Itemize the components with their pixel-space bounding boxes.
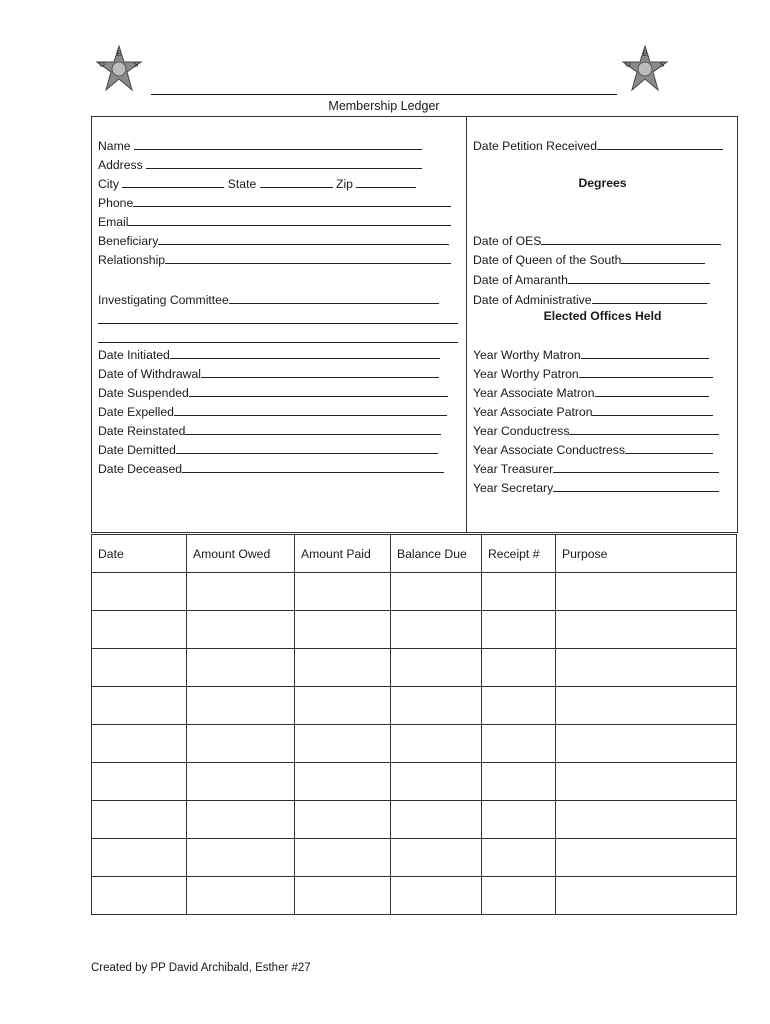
cell-amount-owed[interactable]	[187, 725, 295, 763]
degree-field-date-of-administrative-blank[interactable]	[592, 291, 707, 304]
cell-amount-paid[interactable]	[295, 725, 391, 763]
oes-star-emblem-left	[94, 44, 144, 94]
zip-blank[interactable]	[356, 175, 416, 188]
status-field-date-demitted[interactable]	[98, 441, 438, 457]
oes-star-emblem-right	[620, 44, 670, 94]
cell-amount-owed[interactable]	[187, 839, 295, 877]
office-field-year-conductress-blank[interactable]	[569, 422, 719, 435]
name-blank[interactable]	[134, 137, 422, 150]
cell-amount-owed[interactable]	[187, 649, 295, 687]
city-state-zip-field[interactable]: City State Zip	[98, 175, 416, 191]
cell-balance-due[interactable]	[391, 687, 482, 725]
status-field-date-deceased[interactable]	[98, 460, 444, 476]
cell-balance-due[interactable]	[391, 839, 482, 877]
degree-field-date-of-administrative-label: Date of Administrative	[473, 293, 592, 307]
column-header-amount-owed: Amount Owed	[187, 535, 295, 573]
investigating-committee-blank[interactable]	[229, 291, 439, 304]
status-field-date-suspended[interactable]	[98, 384, 448, 400]
ledger-table	[91, 534, 737, 915]
logo-letter-e: E	[116, 50, 122, 58]
status-field-date-suspended-blank[interactable]	[189, 384, 448, 397]
logo-letter-s: S	[133, 61, 139, 69]
office-field-year-associate-conductress[interactable]	[473, 441, 713, 457]
investigating-committee-field[interactable]: Investigating Committee	[98, 291, 439, 307]
cell-date[interactable]	[92, 763, 187, 801]
office-field-year-treasurer-label: Year Treasurer	[473, 462, 554, 476]
cell-date[interactable]	[92, 611, 187, 649]
cell-amount-owed[interactable]	[187, 877, 295, 915]
status-field-date-demitted-blank[interactable]	[176, 441, 438, 454]
cell-amount-paid[interactable]	[295, 839, 391, 877]
cell-amount-owed[interactable]	[187, 611, 295, 649]
cell-purpose[interactable]	[556, 687, 737, 725]
footer-credit: Created by PP David Archibald, Esther #27	[91, 962, 311, 974]
status-field-date-deceased-blank[interactable]	[182, 460, 444, 473]
state-blank[interactable]	[260, 175, 333, 188]
degree-field-date-of-amaranth[interactable]	[473, 271, 710, 287]
office-field-year-associate-conductress-blank[interactable]	[625, 441, 713, 454]
status-field-date-of-withdrawal[interactable]	[98, 365, 439, 381]
table-row	[92, 877, 737, 915]
logo-letter-e: E	[642, 50, 648, 58]
status-field-date-expelled-label: Date Expelled	[98, 405, 174, 419]
cell-amount-paid[interactable]	[295, 763, 391, 801]
committee-extra-line-1[interactable]	[98, 323, 458, 324]
status-field-date-of-withdrawal-label: Date of Withdrawal	[98, 367, 201, 381]
table-row	[92, 611, 737, 649]
office-field-year-worthy-patron[interactable]	[473, 365, 713, 381]
cell-amount-paid[interactable]	[295, 877, 391, 915]
cell-amount-paid[interactable]	[295, 801, 391, 839]
office-field-year-associate-patron-blank[interactable]	[592, 403, 713, 416]
column-header-receipt: Receipt #	[482, 535, 556, 573]
status-field-date-expelled[interactable]	[98, 403, 447, 419]
office-field-year-associate-patron[interactable]	[473, 403, 713, 419]
table-row	[92, 839, 737, 877]
star-icon	[620, 44, 670, 94]
status-field-date-reinstated[interactable]	[98, 422, 441, 438]
degree-field-date-of-amaranth-blank[interactable]	[568, 271, 710, 284]
status-field-date-of-withdrawal-blank[interactable]	[201, 365, 439, 378]
status-field-date-reinstated-blank[interactable]	[185, 422, 441, 435]
cell-balance-due[interactable]	[391, 763, 482, 801]
cell-amount-owed[interactable]	[187, 687, 295, 725]
degree-field-date-of-oes[interactable]	[473, 232, 721, 248]
cell-date[interactable]	[92, 649, 187, 687]
degree-field-date-of-queen-of-the-south-label: Date of Queen of the South	[473, 253, 622, 267]
status-field-date-initiated-label: Date Initiated	[98, 348, 170, 362]
committee-extra-line-2[interactable]	[98, 342, 458, 343]
cell-amount-paid[interactable]	[295, 687, 391, 725]
email-blank[interactable]	[128, 213, 451, 226]
degree-field-date-of-queen-of-the-south-blank[interactable]	[621, 251, 705, 264]
office-field-year-associate-matron-label: Year Associate Matron	[473, 386, 595, 400]
office-field-year-conductress[interactable]	[473, 422, 719, 438]
degrees-heading: Degrees	[578, 176, 627, 190]
cell-purpose[interactable]	[556, 611, 737, 649]
cell-receipt[interactable]	[482, 801, 556, 839]
cell-balance-due[interactable]	[391, 611, 482, 649]
cell-amount-owed[interactable]	[187, 763, 295, 801]
address-blank[interactable]	[146, 156, 422, 169]
cell-purpose[interactable]	[556, 725, 737, 763]
cell-balance-due[interactable]	[391, 649, 482, 687]
cell-purpose[interactable]	[556, 573, 737, 611]
logo-letter-o: O	[99, 61, 105, 69]
beneficiary-field[interactable]: Beneficiary	[98, 232, 449, 248]
logo-letter-o: O	[625, 61, 631, 69]
table-row	[92, 573, 737, 611]
cell-purpose[interactable]	[556, 801, 737, 839]
address-field[interactable]: Address	[98, 156, 422, 172]
office-field-year-associate-patron-label: Year Associate Patron	[473, 405, 593, 419]
cell-date[interactable]	[92, 687, 187, 725]
table-row	[92, 801, 737, 839]
star-icon	[94, 44, 144, 94]
cell-receipt[interactable]	[482, 877, 556, 915]
office-field-year-worthy-matron-label: Year Worthy Matron	[473, 348, 581, 362]
cell-balance-due[interactable]	[391, 801, 482, 839]
cell-amount-paid[interactable]	[295, 573, 391, 611]
cell-balance-due[interactable]	[391, 725, 482, 763]
office-field-year-associate-conductress-label: Year Associate Conductress	[473, 443, 625, 457]
status-field-date-deceased-label: Date Deceased	[98, 462, 183, 476]
ledger-header-row	[92, 535, 737, 573]
phone-blank[interactable]	[133, 194, 451, 207]
cell-amount-paid[interactable]	[295, 649, 391, 687]
table-row	[92, 725, 737, 763]
cell-purpose[interactable]	[556, 839, 737, 877]
relationship-blank[interactable]	[165, 251, 451, 264]
cell-date[interactable]	[92, 573, 187, 611]
city-blank[interactable]	[122, 175, 224, 188]
cell-date[interactable]	[92, 725, 187, 763]
cell-amount-owed[interactable]	[187, 573, 295, 611]
cell-receipt[interactable]	[482, 839, 556, 877]
cell-purpose[interactable]	[556, 649, 737, 687]
cell-balance-due[interactable]	[391, 573, 482, 611]
cell-receipt[interactable]	[482, 649, 556, 687]
status-field-date-expelled-blank[interactable]	[174, 403, 447, 416]
table-row	[92, 763, 737, 801]
degree-field-date-of-amaranth-label: Date of Amaranth	[473, 273, 568, 287]
degree-field-date-of-oes-label: Date of OES	[473, 234, 542, 248]
email-field[interactable]: Email	[98, 213, 451, 229]
status-field-date-initiated[interactable]	[98, 346, 440, 362]
cell-amount-paid[interactable]	[295, 611, 391, 649]
petition-blank[interactable]	[597, 137, 723, 150]
cell-receipt[interactable]	[482, 763, 556, 801]
name-field[interactable]: Name	[98, 137, 422, 153]
office-field-year-conductress-label: Year Conductress	[473, 424, 570, 438]
office-field-year-treasurer-blank[interactable]	[553, 460, 719, 473]
petition-field[interactable]: Date Petition Received	[473, 137, 723, 153]
cell-purpose[interactable]	[556, 877, 737, 915]
column-header-balance-due: Balance Due	[391, 535, 482, 573]
status-field-date-reinstated-label: Date Reinstated	[98, 424, 186, 438]
cell-date[interactable]	[92, 877, 187, 915]
office-field-year-secretary-label: Year Secretary	[473, 481, 554, 495]
office-field-year-secretary-blank[interactable]	[553, 479, 719, 492]
relationship-field[interactable]: Relationship	[98, 251, 451, 267]
office-field-year-worthy-patron-label: Year Worthy Patron	[473, 367, 579, 381]
office-field-year-associate-matron-blank[interactable]	[595, 384, 709, 397]
degree-field-date-of-oes-blank[interactable]	[541, 232, 721, 245]
cell-balance-due[interactable]	[391, 877, 482, 915]
cell-purpose[interactable]	[556, 763, 737, 801]
page-title: Membership Ledger	[328, 99, 440, 113]
table-row	[92, 687, 737, 725]
cell-receipt[interactable]	[482, 725, 556, 763]
offices-heading: Elected Offices Held	[543, 309, 662, 323]
cell-date[interactable]	[92, 801, 187, 839]
status-field-date-suspended-label: Date Suspended	[98, 386, 189, 400]
lodge-name-line[interactable]	[151, 94, 617, 95]
cell-receipt[interactable]	[482, 573, 556, 611]
office-field-year-associate-matron[interactable]	[473, 384, 709, 400]
office-field-year-secretary[interactable]	[473, 479, 719, 495]
phone-field[interactable]: Phone	[98, 194, 451, 210]
column-header-purpose: Purpose	[556, 535, 737, 573]
column-header-date: Date	[92, 535, 187, 573]
column-header-amount-paid: Amount Paid	[295, 535, 391, 573]
cell-receipt[interactable]	[482, 611, 556, 649]
status-field-date-demitted-label: Date Demitted	[98, 443, 176, 457]
degree-field-date-of-administrative[interactable]	[473, 291, 707, 307]
status-field-date-initiated-blank[interactable]	[170, 346, 440, 359]
cell-amount-owed[interactable]	[187, 801, 295, 839]
table-row	[92, 649, 737, 687]
cell-date[interactable]	[92, 839, 187, 877]
office-field-year-worthy-matron[interactable]	[473, 346, 709, 362]
degree-field-date-of-queen-of-the-south[interactable]	[473, 251, 705, 267]
office-field-year-worthy-patron-blank[interactable]	[579, 365, 713, 378]
office-field-year-worthy-matron-blank[interactable]	[581, 346, 709, 359]
beneficiary-blank[interactable]	[158, 232, 449, 245]
logo-letter-s: S	[659, 61, 665, 69]
office-field-year-treasurer[interactable]	[473, 460, 719, 476]
cell-receipt[interactable]	[482, 687, 556, 725]
